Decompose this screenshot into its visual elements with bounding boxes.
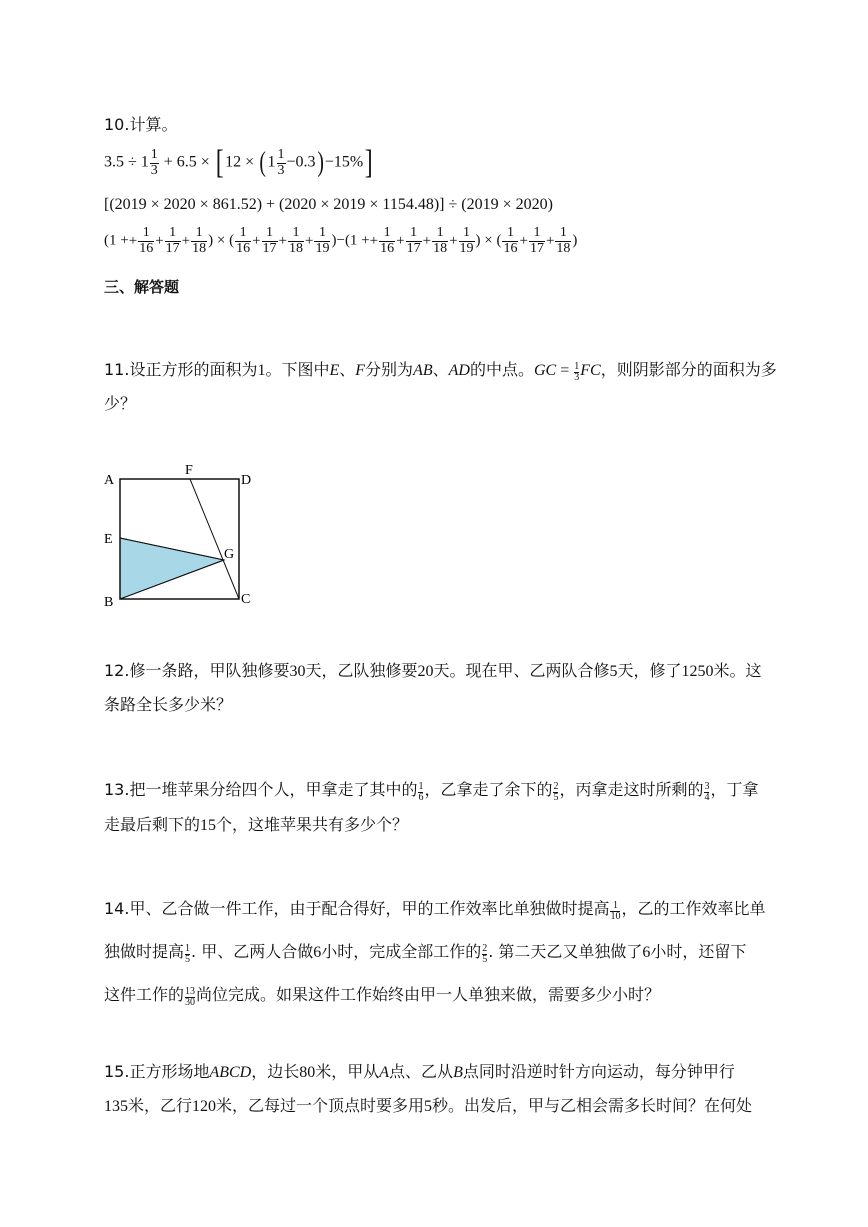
fraction: $\frac{3}{4}$ <box>704 781 710 803</box>
fraction: $\frac{13}{30}$ <box>185 986 196 1008</box>
fraction: $\frac{1}{10}$ <box>610 900 621 922</box>
expr-text: −15% <box>324 153 364 171</box>
fraction: $\frac{2}{5}$ <box>482 943 488 965</box>
paren: ) <box>316 147 324 178</box>
q15-text-line-1: 15.正方形场地ABCD，边长80米，甲从A点、乙从B点同时沿逆时针方向运动，每分钟甲行 <box>104 1062 735 1081</box>
expr-text: + 6.5 × <box>163 153 210 171</box>
expr-text: 3.5 ÷ 1 <box>104 153 149 171</box>
unit-fraction: $\frac{1}{17}$ <box>165 225 180 256</box>
label-f: F <box>185 463 193 478</box>
bracket: [ <box>215 144 224 181</box>
unit-fraction: $\frac{1}{16}$ <box>236 225 251 256</box>
fraction: $\frac{1}{6}$ <box>418 781 424 803</box>
unit-fraction: $\frac{1}{19}$ <box>459 225 474 256</box>
q12-text-line-2: 条路全长多少米？ <box>104 695 233 714</box>
q12-text-line-1: 12.修一条路，甲队独修要30天，乙队独修要20天。现在甲、乙两队合修5天，修了1250米。这 <box>104 661 762 680</box>
q14-text-line-1: 14.甲、乙合做一件工作，由于配合得好，甲的工作效率比单独做时提高 $\frac{1}{10}$ ，乙的工作效率比单 <box>104 899 766 922</box>
label-g: G <box>224 547 235 562</box>
line-fc <box>190 479 239 599</box>
label-e: E <box>104 532 113 547</box>
q10-expression-2: [(2019 × 2020 × 861.52) + (2020 × 2019 × 1154.48)] ÷ (2019 × 2020) <box>104 196 553 213</box>
q10-expression-1 <box>104 146 828 180</box>
q11-square-figure <box>100 460 280 610</box>
label-d: D <box>241 473 252 488</box>
expr-text: −0.3 <box>286 153 316 171</box>
unit-fraction: $\frac{1}{19}$ <box>315 225 330 256</box>
q11-text-line-2: 少？ <box>104 394 137 413</box>
q13-text-line-2: 走最后剩下的15个，这堆苹果共有多少个？ <box>104 815 409 834</box>
q14-text-line-2: 独做时提高 $\frac{1}{5}$ . 甲、乙两人合做6小时，完成全部工作的 $\frac{2}{5}$ . 第二天乙又单独做了6小时，还留下 <box>104 942 747 965</box>
unit-fraction: $\frac{1}{17}$ <box>406 225 421 256</box>
q14-text-line-3: 这件工作的 $\frac{13}{30}$ 尚位完成。如果这件工作始终由甲一人单独来做，需要多少小时？ <box>104 985 661 1008</box>
q15-text-line-2: 135米，乙行120米，乙每过一个顶点时要多用5秒。出发后，甲与乙相会需多长时间？在何处 <box>104 1096 753 1115</box>
q11-text-line-1: 11.设正方形的面积为1。下图中E、F分别为AB、AD的中点。GC = $\frac{1}{3}$ FC，则阴影部分的面积为多 <box>104 360 777 383</box>
q10-title: 10.计算。 <box>104 115 178 134</box>
unit-fraction: $\frac{1}{18}$ <box>433 225 448 256</box>
paren: ( <box>259 147 267 178</box>
unit-fraction: $\frac{1}{16}$ <box>380 225 395 256</box>
fraction: $\frac{1}{5}$ <box>185 943 191 965</box>
fraction: $\frac{1}{3}$ <box>574 361 580 383</box>
fraction: $\frac{2}{5}$ <box>553 781 559 803</box>
unit-fraction: $\frac{1}{16}$ <box>503 225 518 256</box>
q13-text-line-1: 13.把一堆苹果分给四个人，甲拿走了其中的 $\frac{1}{6}$ ，乙拿走了余下的 $\frac{2}{5}$ ，丙拿走这时所剩的 $\frac{3}{4}$ ，丁拿 <box>104 780 759 803</box>
bracket: ] <box>364 144 373 181</box>
shaded-triangle <box>120 538 224 599</box>
fraction: $\frac{1}{3}$ <box>277 146 285 178</box>
unit-fraction: $\frac{1}{18}$ <box>289 225 304 256</box>
expr-text: 1 <box>267 153 276 171</box>
section-heading: 三、解答题 <box>104 278 180 296</box>
unit-fraction: $\frac{1}{17}$ <box>529 225 544 256</box>
unit-fraction: $\frac{1}{18}$ <box>192 225 207 256</box>
expr-text: 12 × <box>225 153 255 171</box>
fraction: $\frac{1}{3}$ <box>150 146 158 178</box>
label-c: C <box>241 592 251 607</box>
q10-expression-3: (1 ++ $\frac{1}{16}$ + $\frac{1}{17}$ + $\frac{1}{18}$ ) × ( $\frac{1}{16}$ + $\frac{1}{17}$ + $\frac{1}{18}$ + $\frac{1}{19}$ )−(1 ++ $\frac{1}{16}$ + $\frac{1}{17}$ + $\frac{1}{18}$ + $\frac{1}{19}$ ) × ( $\frac{1}{16}$ + $\frac{1}{17}$ + $\frac{1}{18}$ ) <box>104 225 578 256</box>
label-a: A <box>104 473 115 488</box>
label-b: B <box>104 595 114 610</box>
unit-fraction: $\frac{1}{16}$ <box>139 225 154 256</box>
unit-fraction: $\frac{1}{18}$ <box>556 225 571 256</box>
unit-fraction: $\frac{1}{17}$ <box>262 225 277 256</box>
